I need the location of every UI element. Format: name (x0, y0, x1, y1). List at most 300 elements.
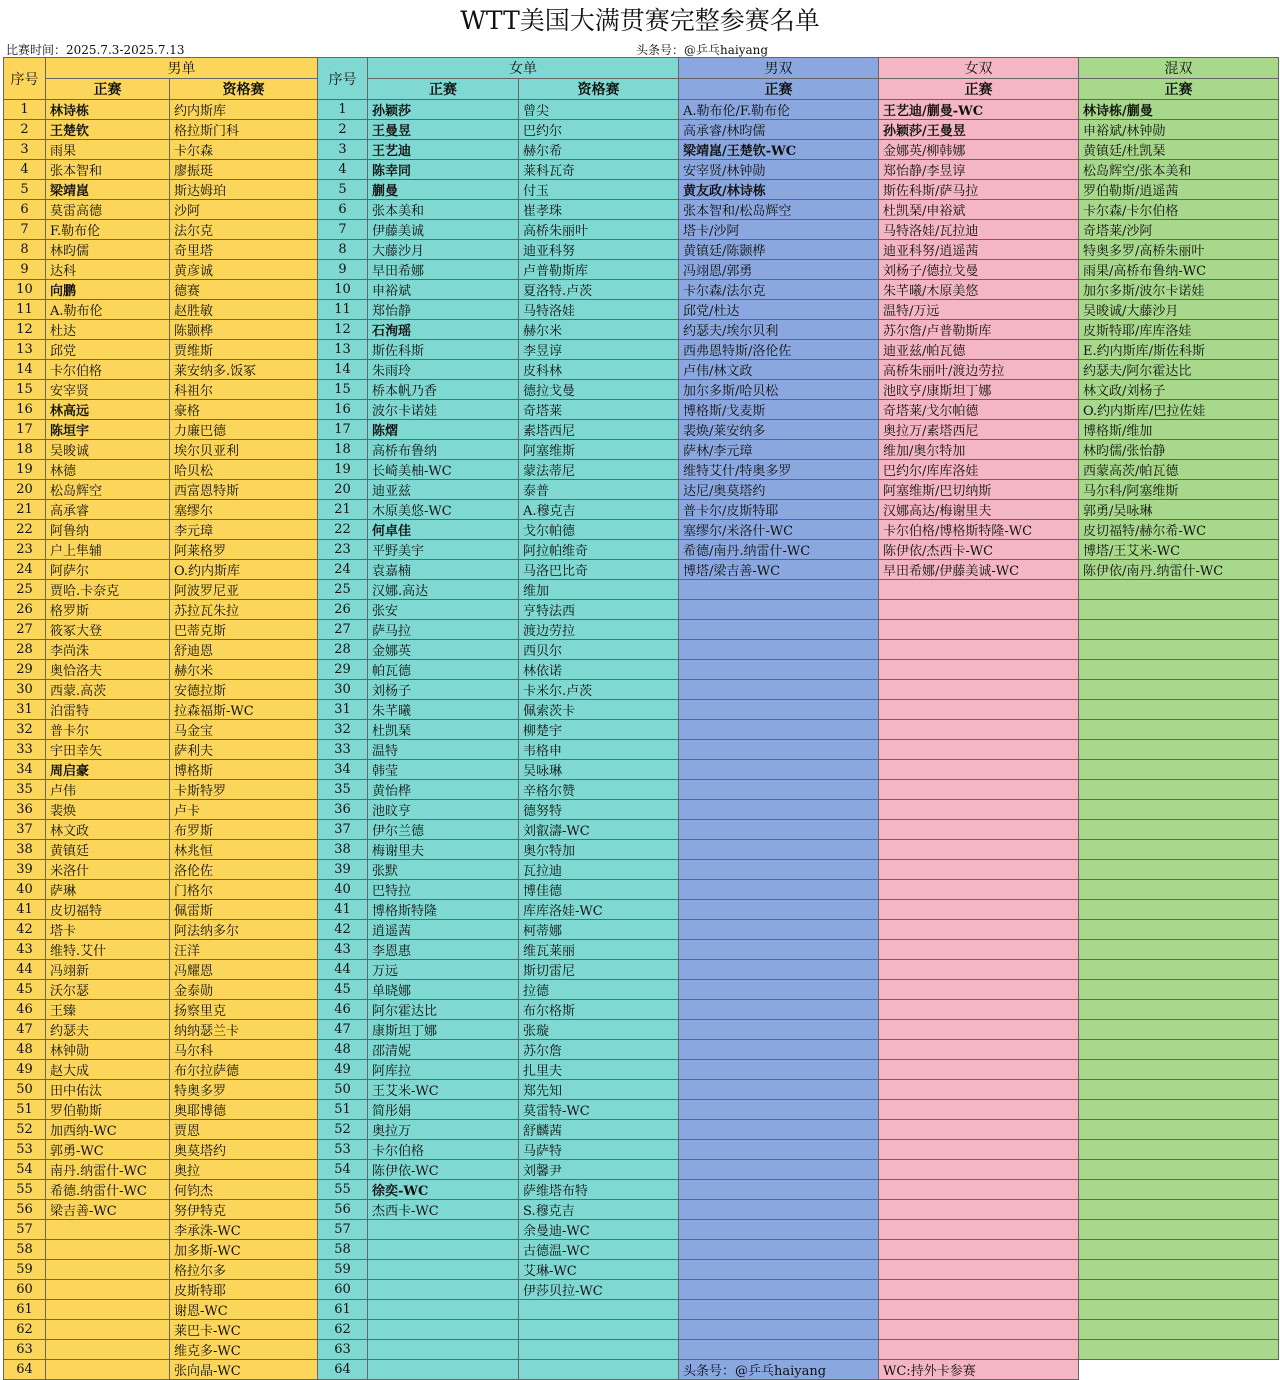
seq-cell: 55 (4, 1180, 46, 1200)
womens-singles-main-cell: 康斯坦丁娜 (368, 1020, 519, 1040)
mixed-doubles-cell: 博塔/王艾米-WC (1079, 540, 1279, 560)
seq-cell: 34 (4, 760, 46, 780)
ms-qual-header: 资格赛 (170, 79, 318, 100)
seq-cell: 57 (4, 1220, 46, 1240)
mixed-doubles-cell (1079, 900, 1279, 920)
womens-singles-main-cell: 桥本帆乃香 (368, 380, 519, 400)
table-row (4, 1340, 1279, 1360)
mens-singles-main-cell (46, 1220, 170, 1240)
womens-singles-main-cell: 梅谢里夫 (368, 840, 519, 860)
mens-doubles-cell: 冯翊恩/郭勇 (679, 260, 879, 280)
womens-singles-qual-cell: 崔孝珠 (519, 200, 679, 220)
seq-cell-2: 29 (318, 660, 368, 680)
womens-doubles-cell: 王艺迪/蒯曼-WC (879, 100, 1079, 120)
seq-cell-2: 46 (318, 1000, 368, 1020)
mens-singles-qual-cell: 马金宝 (170, 720, 318, 740)
womens-doubles-cell (879, 640, 1079, 660)
mens-doubles-cell (679, 980, 879, 1000)
mens-singles-main-cell: 林昀儒 (46, 240, 170, 260)
mixed-doubles-cell (1079, 760, 1279, 780)
seq-cell-2: 22 (318, 520, 368, 540)
mixed-doubles-cell (1079, 1360, 1279, 1380)
wd-main-header: 正赛 (879, 79, 1079, 100)
womens-doubles-cell: 苏尔詹/卢普勒斯库 (879, 320, 1079, 340)
mens-doubles-cell (679, 660, 879, 680)
mixed-doubles-cell: 松岛辉空/张本美和 (1079, 160, 1279, 180)
seq-cell-2: 55 (318, 1180, 368, 1200)
seq-cell: 8 (4, 240, 46, 260)
womens-singles-qual-cell: 赫尔米 (519, 320, 679, 340)
mens-singles-main-cell: 加西纳-WC (46, 1120, 170, 1140)
womens-singles-qual-cell: 柳楚宇 (519, 720, 679, 740)
mixed-doubles-cell: 约瑟夫/阿尔霍达比 (1079, 360, 1279, 380)
mens-singles-main-cell: 安宰贤 (46, 380, 170, 400)
seq-cell: 31 (4, 700, 46, 720)
mens-singles-main-cell: 格罗斯 (46, 600, 170, 620)
seq-cell-2: 30 (318, 680, 368, 700)
mixed-doubles-cell (1079, 1100, 1279, 1120)
womens-singles-main-cell (368, 1280, 519, 1300)
womens-singles-qual-cell: 阿拉帕维奇 (519, 540, 679, 560)
mens-singles-main-cell: 吴晙诚 (46, 440, 170, 460)
seq-cell: 18 (4, 440, 46, 460)
womens-singles-main-cell: 平野美宇 (368, 540, 519, 560)
womens-singles-qual-cell: 柯蒂娜 (519, 920, 679, 940)
seq-cell-2: 10 (318, 280, 368, 300)
womens-singles-qual-cell: 付玉 (519, 180, 679, 200)
womens-singles-qual-cell: 马萨特 (519, 1140, 679, 1160)
mixed-doubles-cell: 卡尔森/卡尔伯格 (1079, 200, 1279, 220)
mens-singles-main-cell: 黄镇廷 (46, 840, 170, 860)
mens-singles-qual-cell: 李元璋 (170, 520, 318, 540)
table-row (4, 1080, 1279, 1100)
mens-doubles-cell (679, 1280, 879, 1300)
womens-doubles-cell (879, 1260, 1079, 1280)
womens-doubles-cell (879, 1180, 1079, 1200)
mixed-doubles-cell: 罗伯勒斯/逍遥茜 (1079, 180, 1279, 200)
table-row (4, 380, 1279, 400)
womens-singles-qual-cell: 戈尔帕德 (519, 520, 679, 540)
mixed-doubles-cell (1079, 1020, 1279, 1040)
seq-cell: 47 (4, 1020, 46, 1040)
seq-cell-2: 5 (318, 180, 368, 200)
mens-singles-main-cell: 李尚洙 (46, 640, 170, 660)
footer-wc-note: WC:持外卡参赛 (879, 1360, 1079, 1380)
seq-cell: 45 (4, 980, 46, 1000)
table-row (4, 100, 1279, 120)
mens-singles-qual-cell: 西富恩特斯 (170, 480, 318, 500)
mens-singles-main-cell (46, 1300, 170, 1320)
seq-cell-2: 40 (318, 880, 368, 900)
seq-cell-2: 27 (318, 620, 368, 640)
womens-doubles-cell: 朱芊曦/木原美悠 (879, 280, 1079, 300)
mens-doubles-cell: 梁靖崑/王楚钦-WC (679, 140, 879, 160)
mens-singles-qual-cell: 皮斯特耶 (170, 1280, 318, 1300)
mens-singles-qual-cell: 格拉尔多 (170, 1260, 318, 1280)
seq-cell: 26 (4, 600, 46, 620)
womens-doubles-cell (879, 620, 1079, 640)
womens-singles-main-cell: 韩莹 (368, 760, 519, 780)
mixed-doubles-cell: O.约内斯库/巴拉佐娃 (1079, 400, 1279, 420)
mens-singles-qual-cell: 汪洋 (170, 940, 318, 960)
mens-doubles-cell (679, 1120, 879, 1140)
mixed-doubles-cell: 林昀儒/张怡静 (1079, 440, 1279, 460)
table-row (4, 120, 1279, 140)
mens-singles-qual-cell: 佩雷斯 (170, 900, 318, 920)
womens-singles-qual-cell (519, 1300, 679, 1320)
mens-singles-qual-cell: 纳纳瑟兰卡 (170, 1020, 318, 1040)
mixed-doubles-cell (1079, 1180, 1279, 1200)
womens-singles-qual-cell: 辛格尔赞 (519, 780, 679, 800)
womens-singles-main-cell: 袁嘉楠 (368, 560, 519, 580)
table-row (4, 880, 1279, 900)
mens-doubles-cell (679, 900, 879, 920)
seq-cell-2: 2 (318, 120, 368, 140)
mixed-doubles-cell (1079, 860, 1279, 880)
table-row (4, 300, 1279, 320)
seq-cell-2: 58 (318, 1240, 368, 1260)
womens-doubles-cell (879, 1120, 1079, 1140)
mens-singles-main-cell: 松岛辉空 (46, 480, 170, 500)
mens-singles-main-cell (46, 1240, 170, 1260)
womens-singles-qual-cell: 刘叡濤-WC (519, 820, 679, 840)
seq-cell-2: 42 (318, 920, 368, 940)
womens-doubles-cell (879, 960, 1079, 980)
womens-doubles-cell (879, 740, 1079, 760)
womens-singles-qual-cell: 斯切雷尼 (519, 960, 679, 980)
seq-header-2: 序号 (318, 58, 368, 100)
table-row (4, 620, 1279, 640)
seq-cell: 38 (4, 840, 46, 860)
seq-cell-2: 38 (318, 840, 368, 860)
mixed-doubles-cell (1079, 880, 1279, 900)
seq-cell-2: 57 (318, 1220, 368, 1240)
mixed-doubles-cell (1079, 1300, 1279, 1320)
womens-singles-qual-cell (519, 1320, 679, 1340)
womens-doubles-cell (879, 1020, 1079, 1040)
womens-doubles-cell (879, 1100, 1079, 1120)
womens-singles-main-cell: 高桥布鲁纳 (368, 440, 519, 460)
mens-singles-qual-cell: 阿莱格罗 (170, 540, 318, 560)
womens-singles-qual-cell: 韦格申 (519, 740, 679, 760)
table-row (4, 680, 1279, 700)
table-row (4, 420, 1279, 440)
table-row (4, 1300, 1279, 1320)
womens-doubles-cell: 卡尔伯格/博格斯特隆-WC (879, 520, 1079, 540)
table-row (4, 800, 1279, 820)
table-row (4, 140, 1279, 160)
womens-singles-main-cell: 奥拉万 (368, 1120, 519, 1140)
mens-singles-main-cell: 梁靖崑 (46, 180, 170, 200)
mens-singles-main-cell: 泊雷特 (46, 700, 170, 720)
mixed-doubles-cell (1079, 960, 1279, 980)
mens-singles-main-cell: 陈垣宇 (46, 420, 170, 440)
womens-singles-main-cell: 杜凯琹 (368, 720, 519, 740)
womens-doubles-cell: 陈伊依/杰西卡-WC (879, 540, 1079, 560)
womens-singles-main-cell: 金娜英 (368, 640, 519, 660)
mens-doubles-cell (679, 1180, 879, 1200)
mens-singles-main-cell: 林诗栋 (46, 100, 170, 120)
table-row (4, 460, 1279, 480)
womens-doubles-cell (879, 1000, 1079, 1020)
seq-cell: 4 (4, 160, 46, 180)
mens-singles-main-cell: 罗伯勒斯 (46, 1100, 170, 1120)
mens-singles-qual-cell: 门格尔 (170, 880, 318, 900)
womens-singles-main-cell: 陈熠 (368, 420, 519, 440)
womens-doubles-cell (879, 720, 1079, 740)
mixed-doubles-cell (1079, 1140, 1279, 1160)
womens-doubles-cell: 郑怡静/李昱谆 (879, 160, 1079, 180)
table-row (4, 1240, 1279, 1260)
table-row (4, 160, 1279, 180)
seq-cell: 16 (4, 400, 46, 420)
seq-cell: 52 (4, 1120, 46, 1140)
table-row (4, 340, 1279, 360)
mens-doubles-cell (679, 1260, 879, 1280)
womens-doubles-cell (879, 760, 1079, 780)
ws-qual-header: 资格赛 (519, 79, 679, 100)
mens-singles-main-cell: 卡尔伯格 (46, 360, 170, 380)
mens-singles-qual-cell: 马尔科 (170, 1040, 318, 1060)
mens-doubles-cell (679, 1200, 879, 1220)
mens-singles-main-cell: 皮切福特 (46, 900, 170, 920)
mens-singles-qual-cell: 苏拉瓦朱拉 (170, 600, 318, 620)
womens-doubles-cell (879, 580, 1079, 600)
table-row (4, 840, 1279, 860)
mens-singles-main-cell: 达科 (46, 260, 170, 280)
mixed-doubles-cell: 黄镇廷/杜凯琹 (1079, 140, 1279, 160)
seq-cell-2: 21 (318, 500, 368, 520)
mens-singles-qual-cell: 安德拉斯 (170, 680, 318, 700)
womens-doubles-cell (879, 980, 1079, 1000)
seq-cell-2: 16 (318, 400, 368, 420)
womens-singles-qual-cell: 奥尔特加 (519, 840, 679, 860)
mens-doubles-cell: 黄镇廷/陈颢桦 (679, 240, 879, 260)
mens-singles-main-cell: 周启豪 (46, 760, 170, 780)
table-row (4, 920, 1279, 940)
seq-cell: 27 (4, 620, 46, 640)
mens-doubles-cell: 加尔多斯/哈贝松 (679, 380, 879, 400)
mens-doubles-cell: 张本智和/松岛辉空 (679, 200, 879, 220)
mens-doubles-cell (679, 840, 879, 860)
seq-cell-2: 20 (318, 480, 368, 500)
mens-singles-main-cell: A.勒布伦 (46, 300, 170, 320)
mens-doubles-cell (679, 860, 879, 880)
seq-cell: 3 (4, 140, 46, 160)
mens-singles-qual-cell: 科祖尔 (170, 380, 318, 400)
table-row (4, 1180, 1279, 1200)
womens-singles-main-cell: 木原美悠-WC (368, 500, 519, 520)
table-row (4, 780, 1279, 800)
mens-singles-qual-cell: 何钧杰 (170, 1180, 318, 1200)
mens-doubles-cell: 塔卡/沙阿 (679, 220, 879, 240)
womens-doubles-cell (879, 1220, 1079, 1240)
womens-singles-main-cell: 帕瓦德 (368, 660, 519, 680)
mixed-doubles-cell (1079, 920, 1279, 940)
mens-doubles-cell (679, 1000, 879, 1020)
mens-doubles-cell: 希德/南丹.纳雷什-WC (679, 540, 879, 560)
seq-cell: 35 (4, 780, 46, 800)
mens-doubles-cell: 达尼/奥莫塔约 (679, 480, 879, 500)
mens-singles-main-cell: 高承睿 (46, 500, 170, 520)
mens-singles-main-cell: 贾哈.卡奈克 (46, 580, 170, 600)
table-row (4, 960, 1279, 980)
mens-singles-main-cell (46, 1280, 170, 1300)
womens-singles-main-cell: 杰西卡-WC (368, 1200, 519, 1220)
mens-singles-main-cell: 林高远 (46, 400, 170, 420)
seq-cell-2: 53 (318, 1140, 368, 1160)
mens-singles-qual-cell: 博格斯 (170, 760, 318, 780)
mens-singles-main-cell: 萨琳 (46, 880, 170, 900)
mens-singles-main-cell: 裴焕 (46, 800, 170, 820)
mens-singles-main-cell: 南丹.纳雷什-WC (46, 1160, 170, 1180)
seq-cell: 25 (4, 580, 46, 600)
womens-doubles-cell: 刘杨子/德拉戈曼 (879, 260, 1079, 280)
womens-singles-qual-cell: 维加 (519, 580, 679, 600)
mens-doubles-cell: 邱党/杜达 (679, 300, 879, 320)
seq-cell: 64 (4, 1360, 46, 1380)
womens-singles-main-cell: 石洵瑶 (368, 320, 519, 340)
table-row (4, 280, 1279, 300)
mixed-doubles-cell (1079, 580, 1279, 600)
mens-singles-qual-cell: 李承洙-WC (170, 1220, 318, 1240)
table-row (4, 1000, 1279, 1020)
mens-doubles-cell (679, 880, 879, 900)
mixed-doubles-cell: 郭勇/吴咏琳 (1079, 500, 1279, 520)
seq-cell: 60 (4, 1280, 46, 1300)
mens-doubles-cell (679, 780, 879, 800)
womens-doubles-cell (879, 1300, 1079, 1320)
table-row (4, 1320, 1279, 1340)
womens-singles-main-cell: 张安 (368, 600, 519, 620)
mens-singles-qual-cell: 拉森福斯-WC (170, 700, 318, 720)
mens-singles-main-cell: 维特.艾什 (46, 940, 170, 960)
womens-singles-qual-cell: 拉德 (519, 980, 679, 1000)
mens-singles-qual-cell: 莱巴卡-WC (170, 1320, 318, 1340)
seq-cell-2: 36 (318, 800, 368, 820)
seq-cell-2: 61 (318, 1300, 368, 1320)
seq-cell-2: 54 (318, 1160, 368, 1180)
mens-doubles-cell (679, 680, 879, 700)
womens-singles-main-cell: 王艺迪 (368, 140, 519, 160)
womens-singles-qual-cell (519, 1340, 679, 1360)
seq-cell-2: 34 (318, 760, 368, 780)
womens-singles-main-cell: 万远 (368, 960, 519, 980)
match-dates: 比赛时间：2025.7.3-2025.7.13 (6, 43, 185, 57)
mens-singles-main-cell (46, 1340, 170, 1360)
mens-singles-qual-cell: 黄彦诚 (170, 260, 318, 280)
seq-cell: 15 (4, 380, 46, 400)
womens-singles-main-cell (368, 1260, 519, 1280)
mixed-doubles-cell (1079, 700, 1279, 720)
womens-singles-main-cell: 伊尔兰德 (368, 820, 519, 840)
mens-singles-header: 男单 (46, 58, 318, 79)
womens-singles-main-cell: 阿尔霍达比 (368, 1000, 519, 1020)
mens-singles-main-cell: 向鹏 (46, 280, 170, 300)
womens-singles-qual-cell: 瓦拉迪 (519, 860, 679, 880)
table-row (4, 320, 1279, 340)
seq-cell-2: 51 (318, 1100, 368, 1120)
mens-singles-qual-cell: 陈颢桦 (170, 320, 318, 340)
womens-singles-qual-cell: 博佳德 (519, 880, 679, 900)
table-row (4, 640, 1279, 660)
seq-cell-2: 15 (318, 380, 368, 400)
seq-cell: 39 (4, 860, 46, 880)
seq-cell-2: 13 (318, 340, 368, 360)
mens-doubles-cell (679, 620, 879, 640)
seq-cell: 40 (4, 880, 46, 900)
mixed-doubles-cell (1079, 1280, 1279, 1300)
womens-singles-main-cell: 斯佐科斯 (368, 340, 519, 360)
mens-doubles-cell (679, 1140, 879, 1160)
mixed-doubles-cell: 林文政/刘杨子 (1079, 380, 1279, 400)
mens-doubles-cell: 普卡尔/皮斯特耶 (679, 500, 879, 520)
mens-doubles-cell: 卢伟/林文政 (679, 360, 879, 380)
seq-cell: 30 (4, 680, 46, 700)
mens-singles-qual-cell: 沙阿 (170, 200, 318, 220)
womens-singles-qual-cell (519, 1360, 679, 1380)
mens-doubles-cell: 卡尔森/法尔克 (679, 280, 879, 300)
seq-cell-2: 31 (318, 700, 368, 720)
mens-singles-main-cell: 杜达 (46, 320, 170, 340)
seq-cell: 10 (4, 280, 46, 300)
mens-singles-qual-cell: 德赛 (170, 280, 318, 300)
footer-source-note: 头条号：@乒乓haiyang (679, 1360, 879, 1380)
womens-singles-qual-cell: 蒙法蒂尼 (519, 460, 679, 480)
mens-doubles-cell (679, 600, 879, 620)
mens-singles-qual-cell: 廖振珽 (170, 160, 318, 180)
womens-doubles-cell: 金娜英/柳韩娜 (879, 140, 1079, 160)
seq-cell: 7 (4, 220, 46, 240)
seq-cell-2: 4 (318, 160, 368, 180)
table-row (4, 700, 1279, 720)
table-row (4, 1160, 1279, 1180)
seq-cell-2: 41 (318, 900, 368, 920)
mixed-doubles-cell (1079, 1240, 1279, 1260)
mens-singles-main-cell: 王楚钦 (46, 120, 170, 140)
seq-cell-2: 63 (318, 1340, 368, 1360)
seq-cell-2: 23 (318, 540, 368, 560)
mens-doubles-cell: 维特艾什/特奥多罗 (679, 460, 879, 480)
mixed-doubles-cell (1079, 820, 1279, 840)
mens-singles-main-cell: 约瑟夫 (46, 1020, 170, 1040)
womens-doubles-cell: 温特/万远 (879, 300, 1079, 320)
table-row (4, 1260, 1279, 1280)
womens-doubles-cell (879, 1340, 1079, 1360)
womens-singles-main-cell: 长崎美柚-WC (368, 460, 519, 480)
mens-singles-qual-cell: O.约内斯库 (170, 560, 318, 580)
womens-doubles-cell: 巴约尔/库库洛娃 (879, 460, 1079, 480)
mens-singles-qual-cell: 埃尔贝亚利 (170, 440, 318, 460)
mens-singles-main-cell: 奥恰洛夫 (46, 660, 170, 680)
seq-cell: 33 (4, 740, 46, 760)
mens-doubles-cell: 博格斯/戈麦斯 (679, 400, 879, 420)
womens-singles-main-cell: 徐奕-WC (368, 1180, 519, 1200)
mixed-doubles-cell (1079, 660, 1279, 680)
seq-cell: 61 (4, 1300, 46, 1320)
seq-cell: 24 (4, 560, 46, 580)
womens-singles-qual-cell: 德努特 (519, 800, 679, 820)
table-row (4, 600, 1279, 620)
mens-singles-main-cell (46, 1360, 170, 1380)
womens-doubles-cell (879, 660, 1079, 680)
mens-singles-qual-cell: 林兆恒 (170, 840, 318, 860)
mixed-doubles-cell: 西蒙高茨/帕瓦德 (1079, 460, 1279, 480)
seq-cell: 53 (4, 1140, 46, 1160)
womens-singles-main-cell: 阿库拉 (368, 1060, 519, 1080)
mens-singles-qual-cell: 豪格 (170, 400, 318, 420)
mens-doubles-cell: 塞缪尔/米洛什-WC (679, 520, 879, 540)
